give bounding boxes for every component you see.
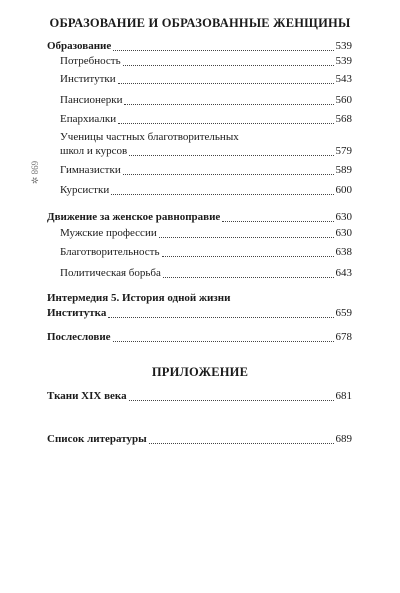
toc-entry-page: 659 (335, 307, 352, 319)
toc-entry-kursistki[interactable] (60, 184, 352, 197)
dot-leader (222, 221, 333, 222)
toc-entry-label: Ткани XIX века (47, 390, 127, 402)
toc-entry-page: 539 (335, 40, 352, 52)
toc-entry-gimnazistki[interactable] (60, 164, 352, 177)
toc-entry-label: Потребность (60, 55, 121, 67)
toc-entry-label: Институтка (47, 307, 107, 319)
toc-entry-page: 681 (335, 390, 352, 402)
toc-entry-bibliography[interactable] (47, 433, 352, 446)
section-header-education: ОБРАЗОВАНИЕ И ОБРАЗОВАННЫЕ ЖЕНЩИНЫ (49, 16, 351, 30)
dot-leader (129, 400, 334, 401)
toc-entry-pansionerki[interactable] (60, 94, 352, 107)
dot-leader (159, 237, 334, 238)
dot-leader (124, 104, 333, 105)
toc-entry-page: 689 (335, 433, 352, 445)
toc-entry-page: 630 (335, 227, 352, 239)
dot-leader (118, 123, 333, 124)
dot-leader (162, 256, 334, 257)
toc-entry-afterword[interactable] (47, 331, 352, 344)
toc-entry-page: 589 (335, 164, 352, 176)
dot-leader (111, 194, 333, 195)
toc-entry-page: 600 (335, 184, 352, 196)
toc-entry-label: Пансионерки (60, 94, 123, 106)
toc-entry-label: школ и курсов (60, 145, 128, 157)
toc-entry-label: Образование (47, 40, 112, 52)
section-header-appendix: ПРИЛОЖЕНИЕ (151, 365, 249, 379)
toc-entry-label: Движение за женское равноправие (47, 211, 221, 223)
toc-entry-page: 643 (335, 267, 352, 279)
toc-entry-label: Институтки (60, 73, 116, 85)
toc-entry-label: Мужские профессии (60, 227, 157, 239)
toc-entry-label: Послесловие (47, 331, 111, 343)
toc-entry-label: Гимназистки (60, 164, 121, 176)
dot-leader (118, 83, 334, 84)
toc-entry-male-professions[interactable] (60, 227, 352, 240)
dot-leader (163, 277, 334, 278)
toc-entry-womens-rights[interactable] (47, 211, 352, 224)
toc-entry-page: 539 (335, 55, 352, 67)
dot-leader (113, 50, 333, 51)
dot-leader (123, 174, 334, 175)
toc-entry-page: 560 (335, 94, 352, 106)
dot-leader (123, 65, 334, 66)
toc-entry-education[interactable] (47, 40, 352, 53)
toc-entry-political-struggle[interactable] (60, 267, 352, 280)
toc-entry-charity[interactable] (60, 246, 352, 259)
toc-entry-intermedia[interactable] (47, 307, 352, 320)
dot-leader (108, 317, 333, 318)
toc-entry-label: Епархиалки (60, 113, 117, 125)
toc-entry-institutki[interactable] (60, 73, 352, 86)
toc-entry-eparkhialki[interactable] (60, 113, 352, 126)
toc-entry-page: 678 (335, 331, 352, 343)
margin-page-mark: 698 ✲ (29, 160, 40, 185)
toc-entry-label: Список литературы (47, 433, 147, 445)
dot-leader (129, 155, 333, 156)
toc-entry-fabrics[interactable] (47, 390, 352, 403)
toc-entry-charity-schools[interactable] (60, 145, 352, 158)
toc-entry-page: 630 (335, 211, 352, 223)
toc-entry-label-line1: Интермедия 5. История одной жизни (47, 292, 231, 304)
toc-entry-label: Курсистки (60, 184, 110, 196)
dot-leader (113, 341, 334, 342)
toc-entry-label: Политическая борьба (60, 267, 161, 279)
toc-entry-page: 568 (335, 113, 352, 125)
toc-entry-page: 579 (335, 145, 352, 157)
toc-entry-need[interactable] (60, 55, 352, 68)
toc-entry-page: 638 (335, 246, 352, 258)
toc-entry-page: 543 (335, 73, 352, 85)
toc-entry-label: Благотворительность (60, 246, 160, 258)
dot-leader (149, 443, 334, 444)
toc-entry-label-line1: Ученицы частных благотворительных (60, 131, 239, 143)
